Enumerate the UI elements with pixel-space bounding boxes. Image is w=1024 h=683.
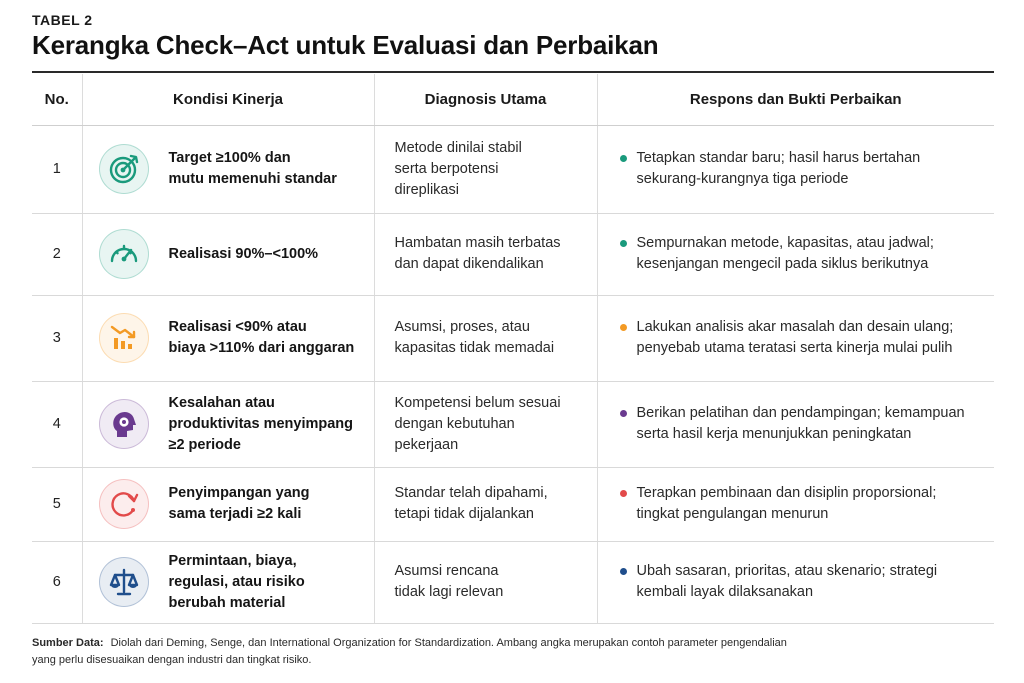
bullet-dot (620, 324, 627, 331)
row-respons-cell (597, 381, 994, 467)
check-act-table (32, 74, 994, 624)
table-header-row (32, 74, 994, 125)
row-respons: Berikan pelatihan dan pendampingan; kemampuan serta hasil kerja menunjukkan peningkatan (636, 405, 965, 442)
row-number: 4 (32, 381, 82, 467)
header-no: No. (32, 74, 82, 125)
row-respons: Ubah sasaran, prioritas, atau skenario; strategi kembali layak dilaksanakan (636, 563, 938, 600)
row-kondisi-cell (82, 381, 374, 467)
bullet-dot (620, 410, 627, 417)
row-kondisi: Penyimpangan yang sama terjadi ≥2 kali (168, 485, 310, 522)
title-divider (32, 71, 994, 73)
row-number: 6 (32, 541, 82, 623)
row-kondisi: Target ≥100% dan mutu memenuhi standar (168, 150, 337, 187)
row-respons-cell (597, 213, 994, 295)
table-row (32, 213, 994, 295)
head-gear-icon (99, 399, 149, 449)
row-kondisi-cell (82, 213, 374, 295)
row-kondisi: Realisasi <90% atau biaya >110% dari anggaran (168, 319, 355, 356)
row-kondisi-cell (82, 541, 374, 623)
row-number: 1 (32, 125, 82, 213)
row-respons-cell (597, 541, 994, 623)
row-diagnosis: Hambatan masih terbatas dan dapat dikendalikan (374, 213, 597, 295)
row-respons-cell (597, 295, 994, 381)
row-respons: Sempurnakan metode, kapasitas, atau jadwal; kesenjangan mengecil pada siklus berikutnya (636, 235, 934, 272)
source-label: Sumber Data: (32, 637, 104, 649)
table-row (32, 295, 994, 381)
row-diagnosis: Kompetensi belum sesuai dengan kebutuhan pekerjaan (374, 381, 597, 467)
row-number: 3 (32, 295, 82, 381)
row-diagnosis: Asumsi rencana tidak lagi relevan (374, 541, 597, 623)
row-kondisi-cell (82, 295, 374, 381)
bullet-dot (620, 490, 627, 497)
bullet-dot (620, 155, 627, 162)
source-text: Diolah dari Deming, Senge, dan International Organization for Standardization. Ambang angka merupakan contoh parameter pengendalian yang perlu disesuaikan dengan industri dan tingkat risiko. (32, 637, 787, 666)
row-kondisi: Realisasi 90%–<100% (168, 245, 319, 262)
table-row (32, 467, 994, 541)
row-kondisi-cell (82, 467, 374, 541)
source-note (32, 635, 792, 669)
target-icon (99, 144, 149, 194)
row-respons: Terapkan pembinaan dan disiplin proporsional; tingkat pengulangan menurun (636, 485, 937, 522)
bullet-dot (620, 568, 627, 575)
gauge-icon (99, 229, 149, 279)
row-diagnosis: Metode dinilai stabil serta berpotensi direplikasi (374, 125, 597, 213)
row-number: 2 (32, 213, 82, 295)
row-kondisi: Kesalahan atau produktivitas menyimpang ≥2 periode (168, 394, 354, 453)
balance-scale-icon (99, 557, 149, 607)
row-diagnosis: Standar telah dipahami, tetapi tidak dijalankan (374, 467, 597, 541)
header-diagnosis: Diagnosis Utama (374, 74, 597, 125)
page-title: Kerangka Check–Act untuk Evaluasi dan Perbaikan (32, 30, 659, 60)
row-respons-cell (597, 467, 994, 541)
row-kondisi: Permintaan, biaya, regulasi, atau risiko berubah material (168, 552, 305, 611)
row-diagnosis: Asumsi, proses, atau kapasitas tidak memadai (374, 295, 597, 381)
header-respons: Respons dan Bukti Perbaikan (597, 74, 994, 125)
declining-chart-icon (99, 313, 149, 363)
row-kondisi-cell (82, 125, 374, 213)
row-respons-cell (597, 125, 994, 213)
row-respons: Lakukan analisis akar masalah dan desain ulang; penyebab utama teratasi serta kinerja mulai pulih (636, 319, 954, 356)
table-row (32, 381, 994, 467)
row-number: 5 (32, 467, 82, 541)
row-respons: Tetapkan standar baru; hasil harus bertahan sekurang-kurangnya tiga periode (636, 150, 921, 187)
header-kondisi: Kondisi Kinerja (82, 74, 374, 125)
table-row (32, 125, 994, 213)
bullet-dot (620, 240, 627, 247)
table-row (32, 541, 994, 623)
cycle-arrows-icon (99, 479, 149, 529)
table-eyebrow: TABEL 2 (32, 12, 93, 28)
